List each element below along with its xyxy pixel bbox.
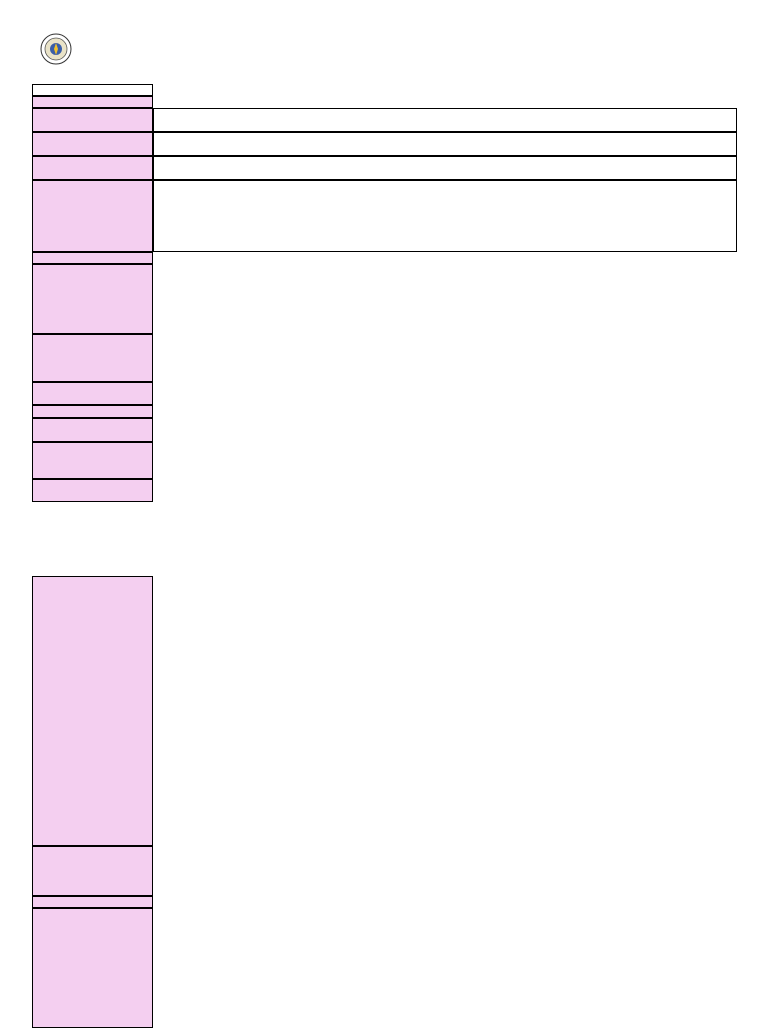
gabay-guro-label: [32, 418, 153, 442]
kasanayan-label: [32, 180, 153, 252]
solo-label: [32, 334, 153, 382]
layunin-heading: [32, 96, 153, 108]
kasanayan-text-cell: [153, 180, 737, 252]
bottom-table: [32, 576, 737, 1024]
top-table: [32, 84, 737, 502]
pamantayan-pagganap-cell: [153, 156, 737, 180]
pamamaraan-heading: [32, 896, 153, 908]
paksang-layunin-label: [32, 252, 153, 264]
karagdagang-kagamitan-label: [32, 576, 153, 846]
pamantayan-bawat-baitang-label: [32, 108, 153, 132]
balik-aral-label: [32, 908, 153, 1028]
teksbuk-label: [32, 479, 153, 502]
sanggunian-label: [32, 405, 153, 418]
pamantayang-pangnilalaman-cell: [153, 132, 737, 156]
pamantayang-pangnilalaman-label: [32, 132, 153, 156]
nilalaman-heading: [32, 264, 153, 334]
kagamitang-panturo-heading: [32, 382, 153, 405]
pamantayan-bawat-baitang-text: [153, 108, 737, 132]
pamantayan-pagganap-label: [32, 156, 153, 180]
dll-title: [72, 33, 212, 65]
kagamitang-pang-mag-aaral-label: [32, 442, 153, 479]
iba-pang-kagamitan-label: [32, 846, 153, 896]
header-info: [212, 33, 737, 69]
kasanayan-text: [156, 182, 159, 192]
deped-seal-logo: [40, 33, 72, 65]
